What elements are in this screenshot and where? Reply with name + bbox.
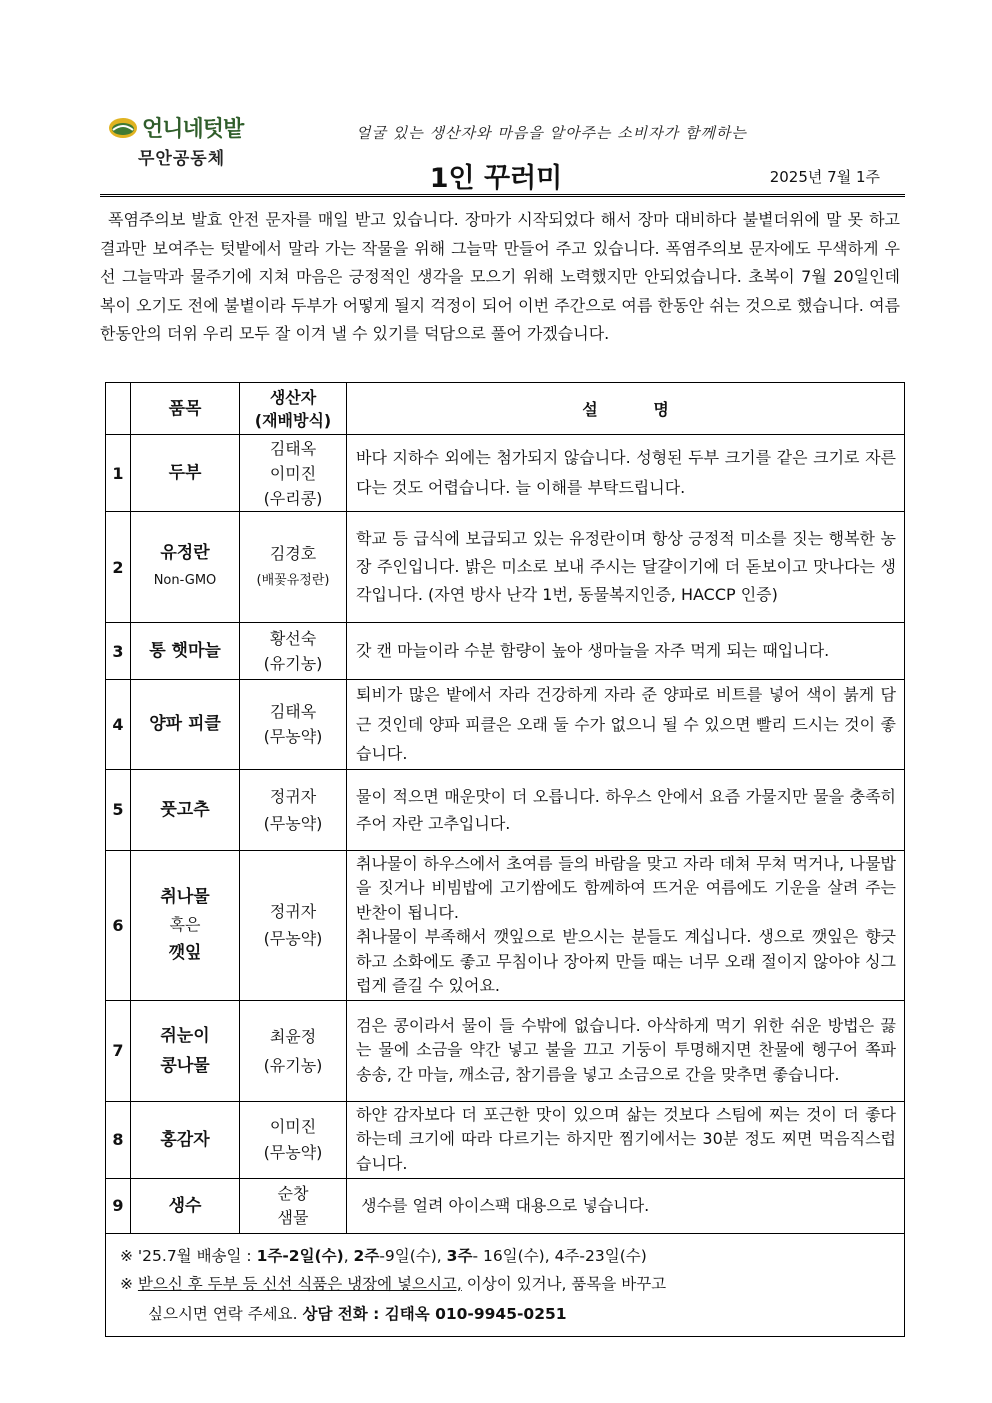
header-num [106, 383, 131, 435]
slogan: 얼굴 있는 생산자와 마음을 알아주는 소비자가 함께하는 [356, 124, 747, 142]
contact-phone: 상담 전화 : 김태옥 010-9945-0251 [302, 1305, 567, 1323]
item-name: 취나물 [160, 887, 210, 907]
delivery-week3-4: - 16일(수), 4주-23일(수) [472, 1247, 647, 1265]
table-row [106, 680, 905, 770]
item-name-cell [131, 1000, 240, 1101]
header-producer [240, 383, 347, 435]
row-num: 4 [106, 680, 131, 770]
row-num: 5 [106, 769, 131, 850]
contact-note: 싶으시면 연락 주세요. [148, 1305, 303, 1323]
logo-leaf-icon [108, 114, 138, 140]
item-name-alt: 깻잎 [168, 943, 202, 963]
header-producer-label: 생산자 [269, 387, 317, 407]
contact-line [148, 1302, 567, 1324]
producer: 순창 샘물 [240, 1178, 347, 1233]
delivery-week3-label: 3주 [446, 1247, 473, 1265]
producer: 김태옥 이미진 (우리콩) [240, 435, 347, 512]
producer-farm: (배꽃유정란) [256, 573, 330, 588]
row-num: 7 [106, 1000, 131, 1101]
change-note: 이상이 있거나, 품목을 바꾸고 [461, 1275, 667, 1293]
item-name: 유정란 [160, 543, 210, 563]
item-desc: 퇴비가 많은 밭에서 자라 건강하게 자라 준 양파로 비트를 넣어 색이 붉게 담근 것인데 양파 피클은 오래 둘 수가 없으니 될 수 있으면 빨리 드시는 것이 좋습니다. [347, 680, 905, 770]
row-num: 8 [106, 1101, 131, 1178]
item-name-second: 콩나물 [160, 1055, 210, 1076]
item-desc: 생수를 얼려 아이스팩 대용으로 넣습니다. [347, 1178, 905, 1233]
note-mark: ※ [120, 1275, 138, 1293]
item-name: 통 햇마늘 [131, 623, 240, 680]
delivery-week1: 1주-2일(수) [256, 1247, 344, 1265]
item-desc: 하얀 감자보다 더 포근한 맛이 있으며 삶는 것보다 스팀에 찌는 것이 더 좋다 하는데 크기에 따라 다르기는 하지만 찜기에서는 30분 정도 찌면 먹음직스럽습니다. [347, 1101, 905, 1178]
table-row [106, 1000, 905, 1101]
table-row [106, 435, 905, 512]
item-name: 풋고추 [131, 769, 240, 850]
item-desc-cell [347, 850, 905, 1000]
table-row [106, 623, 905, 680]
table-row [106, 769, 905, 850]
delivery-label: ※ '25.7월 배송일 : [120, 1247, 257, 1265]
item-name-cell [131, 512, 240, 623]
producer: 김태옥 (무농약) [240, 680, 347, 770]
item-name-or: 혹은 [169, 915, 201, 934]
producer: 김경호 [269, 544, 317, 563]
item-desc: 물이 적으면 매운맛이 더 오릅니다. 하우스 안에서 요즘 가물지만 물을 충족히 주어 자란 고추입니다. [347, 769, 905, 850]
producer-cell [240, 512, 347, 623]
item-name: 두부 [131, 435, 240, 512]
table-row [106, 512, 905, 623]
delivery-dates [120, 1244, 647, 1266]
logo-name: 언니네텃밭 [142, 117, 244, 142]
item-desc: 검은 콩이라서 물이 들 수밖에 없습니다. 아삭하게 먹기 위한 쉬운 방법은 끓는 물에 소금을 약간 넣고 불을 끄고 기둥이 투명해지면 찬물에 헹구어 쪽파 송송, 간 마늘, 깨소금, 참기름을 넣고 소금으로 간을 맞추면 좋습니다. [347, 1000, 905, 1101]
producer: 황선숙 (유기농) [240, 623, 347, 680]
item-name: 생수 [131, 1178, 240, 1233]
row-num: 3 [106, 623, 131, 680]
item-desc: 바다 지하수 외에는 첨가되지 않습니다. 성형된 두부 크기를 같은 크기로 자른다는 것도 어렵습니다. 늘 이해를 부탁드립니다. [347, 435, 905, 512]
item-desc: 취나물이 하우스에서 초여름 들의 바람을 맞고 자라 데쳐 무쳐 먹거나, 나물밥을 짓거나 비빔밥에 고기쌈에도 함께하여 뜨거운 여름에도 기운을 살려 주는 반찬이 됩니다. [356, 853, 896, 922]
issue-date: 2025년 7월 1주 [769, 168, 880, 186]
item-desc-alt: 취나물이 부족해서 깻잎으로 받으시는 분들도 계십니다. 생으로 깻잎은 향긋하고 소화에도 좋고 무침이나 장아찌 만들 때는 너무 오래 절이지 않아야 싱그럽게 즐길 수 있어요. [356, 927, 896, 995]
row-num: 2 [106, 512, 131, 623]
item-name: 쥐눈이 [160, 1025, 210, 1046]
table-row [106, 1178, 905, 1233]
producer: 최윤정 (유기농) [240, 1000, 347, 1101]
delivery-week2: -9일(수), [379, 1247, 447, 1265]
producer: 정귀자 (무농약) [240, 769, 347, 850]
storage-instruction: 받으신 후 두부 등 신선 식품은 냉장에 넣으시고, [137, 1275, 462, 1293]
item-name-cell [131, 850, 240, 1000]
row-num: 1 [106, 435, 131, 512]
storage-note [120, 1272, 666, 1294]
footer-notes [105, 1232, 905, 1337]
header-desc: 설 명 [347, 383, 905, 435]
intro-paragraph: 폭염주의보 발효 안전 문자를 매일 받고 있습니다. 장마가 시작되었다 해서 장마 대비하다 불볕더위에 말 못 하고 결과만 보여주는 텃밭에서 말라 가는 작물을 위해 그늘막 만들어 주고 있습니다. 폭염주의보 문자에도 무색하게 우선 그늘막과 물주기에 지쳐 마음은 긍정적인 생각을 모으기 위해 노력했지만 안되었습니다. 초복이 7월 20일인데 복이 오기도 전에 불볕이라 두부가 어떻게 될지 걱정이 되어 이번 주간으로 여름 한동안 쉬는 것으로 했습니다. 여름 한동안의 더위 우리 모두 잘 이겨 낼 수 있기를 덕담으로 풀어 가겠습니다. [100, 210, 900, 343]
item-desc: 갓 캔 마늘이라 수분 함량이 높아 생마늘을 자주 먹게 되는 때입니다. [347, 623, 905, 680]
page-title: 1인 꾸러미 [429, 163, 563, 194]
header-divider [100, 194, 905, 197]
row-num: 9 [106, 1178, 131, 1233]
table-header-row [106, 383, 905, 435]
item-name: 홍감자 [131, 1101, 240, 1178]
item-desc: 학교 등 급식에 보급되고 있는 유정란이며 항상 긍정적 미소를 짓는 행복한 농장 주인입니다. 밝은 미소로 보내 주시는 달걀이기에 더 돋보이고 맛나다는 생각입니다. (자연 방사 난각 1번, 동물복지인증, HACCP 인증) [347, 512, 905, 623]
producer: 정귀자 (무농약) [240, 850, 347, 1000]
table-row [106, 1101, 905, 1178]
header-method-label: (재배방식) [254, 410, 332, 430]
logo-subtitle: 무안공동체 [138, 149, 226, 169]
table-row [106, 850, 905, 1000]
items-table [105, 382, 905, 1234]
header-item: 품목 [131, 383, 240, 435]
row-num: 6 [106, 850, 131, 1000]
delivery-week2-label: 2주 [353, 1247, 380, 1265]
delivery-sep: , [343, 1247, 354, 1265]
item-name: 양파 피클 [131, 680, 240, 770]
item-name-note: Non-GMO [153, 573, 217, 588]
producer: 이미진 (무농약) [240, 1101, 347, 1178]
